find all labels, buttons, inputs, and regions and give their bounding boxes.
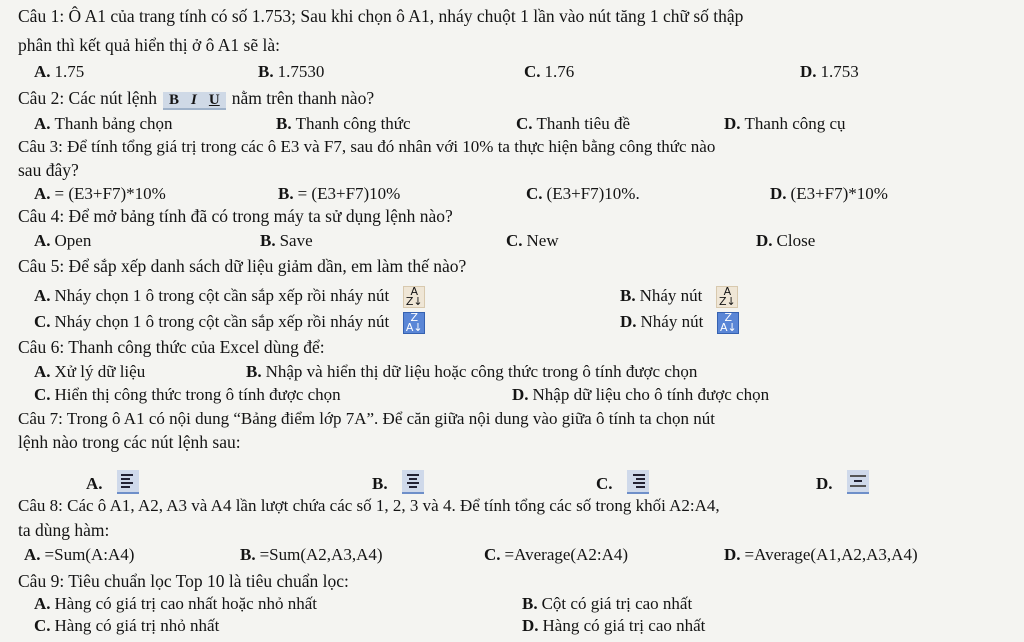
q6-line1: Câu 6: Thanh công thức của Excel dùng để:: [18, 337, 325, 357]
q9-option-c: C. Hàng có giá trị nhỏ nhất: [34, 616, 220, 635]
q3-option-d: D. (E3+F7)*10%: [770, 184, 888, 203]
q1-line1: Câu 1: Ô A1 của trang tính có số 1.753; Sau khi chọn ô A1, nháy chuột 1 lần vào nút tăng 1 chữ số thập: [18, 6, 744, 26]
q8-option-d: D. =Average(A1,A2,A3,A4): [724, 545, 918, 564]
q7-option-b: B.: [372, 470, 424, 494]
q5-option-a: A. Nháy chọn 1 ô trong cột cần sắp xếp rồi nháy nút A Z↓: [34, 286, 425, 308]
q2-option-d: D. Thanh công cụ: [724, 114, 846, 133]
sort-descending-icon: Z A↓: [403, 312, 425, 334]
merge-and-center-icon: [847, 470, 869, 494]
sort-ascending-icon: A Z↓: [403, 286, 425, 308]
q7-option-c: C.: [596, 470, 649, 494]
q3-line1: Câu 3: Để tính tổng giá trị trong các ô E3 và F7, sau đó nhân với 10% ta thực hiện bằng công thức nào: [18, 137, 716, 156]
q4-option-a: A. Open: [34, 231, 92, 250]
q6-option-d: D. Nhập dữ liệu cho ô tính được chọn: [512, 385, 770, 404]
align-left-icon: [117, 470, 139, 494]
q7-line2: lệnh nào trong các nút lệnh sau:: [18, 432, 241, 452]
bold-icon: B: [169, 92, 180, 108]
q7-option-a: A.: [86, 470, 139, 494]
q1-option-d: D. 1.753: [800, 62, 859, 81]
q2-option-b: B. Thanh công thức: [276, 114, 411, 133]
q9-line1: Câu 9: Tiêu chuẩn lọc Top 10 là tiêu chuẩn lọc:: [18, 571, 349, 591]
sort-ascending-icon: A Z↓: [716, 286, 738, 308]
q7-line1: Câu 7: Trong ô A1 có nội dung “Bảng điểm lớp 7A”. Để căn giữa nội dung vào giữa ô tính ta chọn nút: [18, 409, 715, 428]
q4-option-d: D. Close: [756, 231, 816, 250]
q9-option-b: B. Cột có giá trị cao nhất: [522, 594, 693, 613]
q1-line2: phân thì kết quả hiển thị ở ô A1 sẽ là:: [18, 35, 280, 55]
underline-icon: U: [208, 92, 220, 108]
q3-option-b: B. = (E3+F7)10%: [278, 184, 401, 203]
align-center-icon: [402, 470, 424, 494]
q1-option-c: C. 1.76: [524, 62, 575, 81]
q9-option-d: D. Hàng có giá trị cao nhất: [522, 616, 706, 635]
align-right-icon: [627, 470, 649, 494]
q5-option-d: D. Nháy nút Z A↓: [620, 312, 739, 334]
q2-option-c: C. Thanh tiêu đề: [516, 114, 630, 133]
q2-line: [18, 88, 374, 110]
q4-option-c: C. New: [506, 231, 559, 250]
bold-italic-underline-icons: [163, 92, 226, 110]
q3-option-c: C. (E3+F7)10%.: [526, 184, 640, 203]
q8-option-a: A. =Sum(A:A4): [24, 545, 135, 564]
q2-prefix: Câu 2: Các nút lệnh: [18, 88, 158, 108]
q3-option-a: A. = (E3+F7)*10%: [34, 184, 166, 203]
sort-descending-icon: Z A↓: [717, 312, 739, 334]
q6-option-c: C. Hiển thị công thức trong ô tính được chọn: [34, 385, 341, 404]
q8-line1: Câu 8: Các ô A1, A2, A3 và A4 lần lượt chứa các số 1, 2, 3 và 4. Để tính tổng các số trong khối A2:A4,: [18, 496, 720, 515]
q2-suffix: nằm trên thanh nào?: [231, 88, 375, 108]
q8-line2: ta dùng hàm:: [18, 520, 110, 540]
q1-option-b: B. 1.7530: [258, 62, 325, 81]
q6-option-b: B. Nhập và hiển thị dữ liệu hoặc công thức trong ô tính được chọn: [246, 362, 698, 381]
q6-option-a: A. Xử lý dữ liệu: [34, 362, 146, 381]
q2-option-a: A. Thanh bảng chọn: [34, 114, 173, 133]
q8-option-c: C. =Average(A2:A4): [484, 545, 629, 564]
q4-option-b: B. Save: [260, 231, 313, 250]
q4-line1: Câu 4: Để mở bảng tính đã có trong máy ta sử dụng lệnh nào?: [18, 206, 453, 226]
q5-line1: Câu 5: Để sắp xếp danh sách dữ liệu giảm dần, em làm thế nào?: [18, 256, 467, 276]
q3-line2: sau đây?: [18, 160, 79, 180]
q5-option-c: C. Nháy chọn 1 ô trong cột cần sắp xếp rồi nháy nút Z A↓: [34, 312, 425, 334]
q7-option-d: D.: [816, 470, 869, 494]
italic-icon: I: [191, 92, 197, 108]
q5-option-b: B. Nháy nút A Z↓: [620, 286, 738, 308]
q8-option-b: B. =Sum(A2,A3,A4): [240, 545, 383, 564]
q1-option-a: A. 1.75: [34, 62, 85, 81]
q9-option-a: A. Hàng có giá trị cao nhất hoặc nhỏ nhất: [34, 594, 317, 613]
